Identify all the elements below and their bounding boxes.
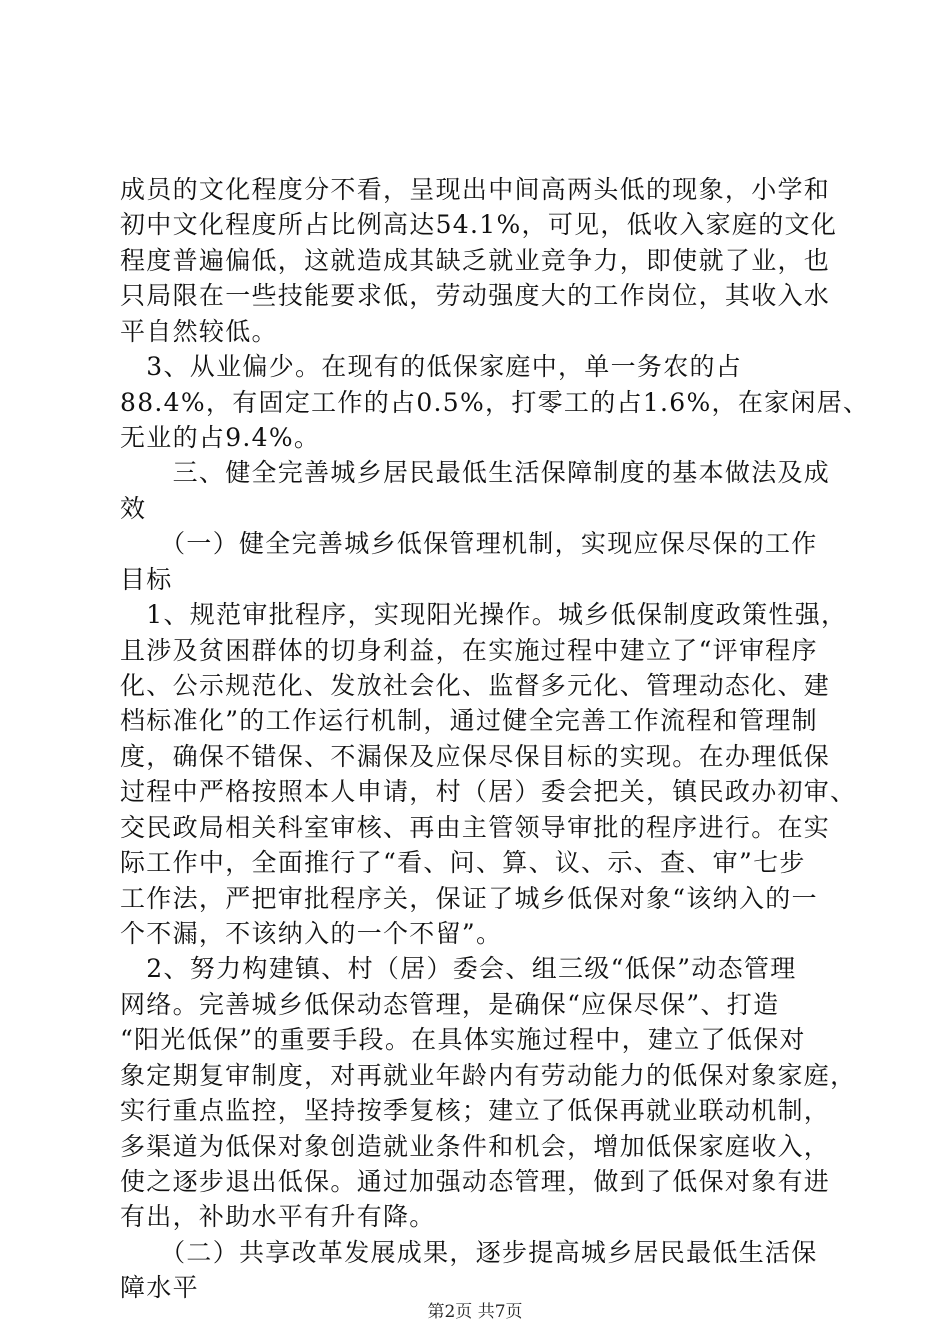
text-line: 多渠道为低保对象创造就业条件和机会，增加低保家庭收入， — [120, 1132, 831, 1161]
text-line: 2、努力构建镇、村（居）委会、组三级“低保”动态管理 — [120, 954, 797, 983]
text-line: 1、规范审批程序，实现阳光操作。城乡低保制度政策性强， — [120, 600, 848, 629]
text-line: 3、从业偏少。在现有的低保家庭中，单一务农的占 — [120, 352, 743, 381]
subsection-heading: （一）健全完善城乡低保管理机制，实现应保尽保的工作 — [120, 529, 818, 558]
subsection-heading: （二）共享改革发展成果，逐步提高城乡居民最低生活保 — [120, 1238, 818, 1267]
text-line: 有出，补助水平有升有降。 — [120, 1202, 436, 1231]
text-line: 度，确保不错保、不漏保及应保尽保目标的实现。在办理低保 — [120, 742, 831, 771]
text-line: 无业的占9.4%。 — [120, 423, 321, 452]
page-number-footer: 第2页 共7页 — [427, 1302, 523, 1322]
text-line: 过程中严格按照本人申请，村（居）委会把关，镇民政办初审、 — [120, 777, 857, 806]
text-line: 程度普遍偏低，这就造成其缺乏就业竞争力，即使就了业，也 — [120, 246, 831, 275]
text-line: 只局限在一些技能要求低，劳动强度大的工作岗位，其收入水 — [120, 281, 831, 310]
text-line: 交民政局相关科室审核、再由主管领导审批的程序进行。在实 — [120, 813, 831, 842]
text-line: 网络。完善城乡低保动态管理，是确保“应保尽保”、打造 — [120, 990, 780, 1019]
section-heading: 三、健全完善城乡居民最低生活保障制度的基本做法及成 — [120, 458, 831, 487]
text-line: 个不漏，不该纳入的一个不留”。 — [120, 919, 503, 948]
text-line: 实行重点监控，坚持按季复核；建立了低保再就业联动机制， — [120, 1096, 831, 1125]
text-line: 平自然较低。 — [120, 317, 278, 346]
text-line: 化、公示规范化、发放社会化、监督多元化、管理动态化、建 — [120, 671, 831, 700]
subsection-heading: 障水平 — [120, 1273, 199, 1302]
text-line: “阳光低保”的重要手段。在具体实施过程中，建立了低保对 — [120, 1025, 806, 1054]
text-line: 初中文化程度所占比例高达54.1%，可见，低收入家庭的文化 — [120, 210, 838, 239]
text-line: 且涉及贫困群体的切身利益，在实施过程中建立了“评审程序 — [120, 636, 818, 665]
text-line: 使之逐步退出低保。通过加强动态管理，做到了低保对象有进 — [120, 1167, 831, 1196]
text-line: 际工作中，全面推行了“看、问、算、议、示、查、审”七步 — [120, 848, 806, 877]
text-line: 工作法，严把审批程序关，保证了城乡低保对象“该纳入的一 — [120, 884, 818, 913]
section-heading: 效 — [120, 494, 147, 523]
text-line: 档标准化”的工作运行机制，通过健全完善工作流程和管理制 — [120, 706, 818, 735]
text-line: 成员的文化程度分不看，呈现出中间高两头低的现象，小学和 — [120, 175, 831, 204]
text-line: 88.4%，有固定工作的占0.5%，打零工的占1.6%，在家闲居、 — [120, 388, 870, 417]
subsection-heading: 目标 — [120, 565, 173, 594]
text-line: 象定期复审制度，对再就业年龄内有劳动能力的低保对象家庭， — [120, 1061, 857, 1090]
